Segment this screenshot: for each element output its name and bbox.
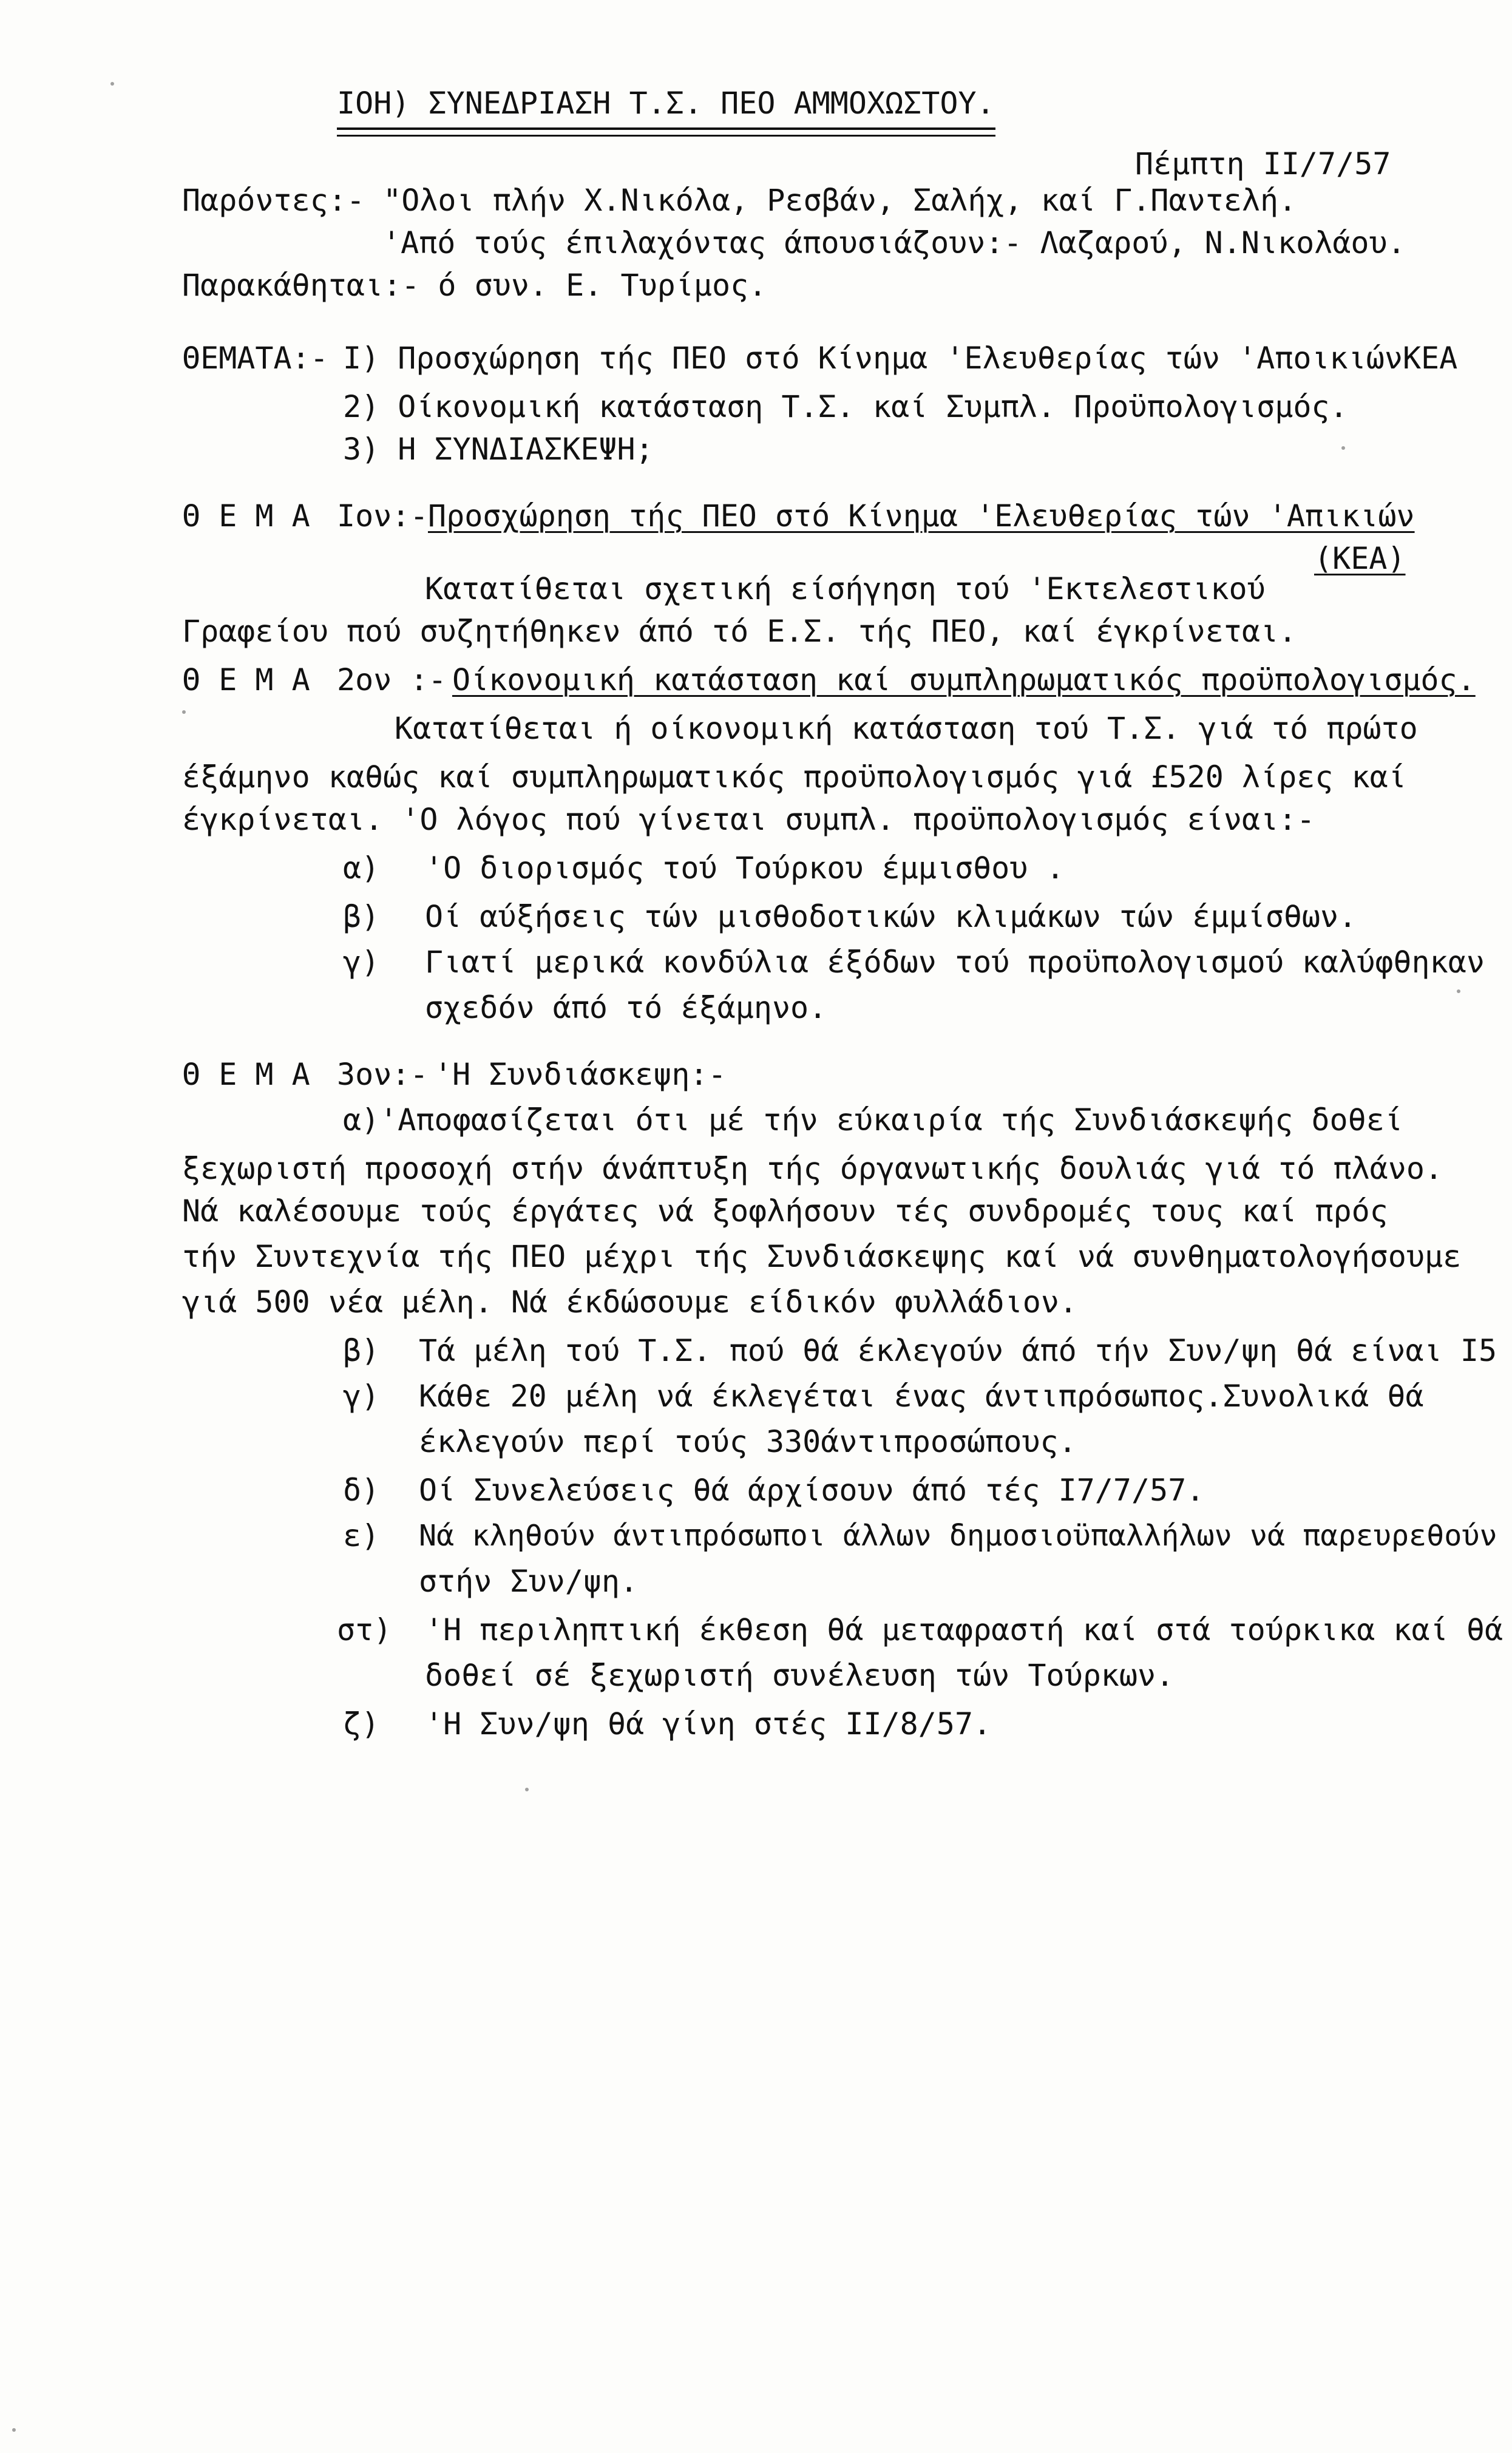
scan-speck bbox=[1341, 446, 1345, 450]
topic3-label: Θ Ε Μ Α bbox=[182, 1057, 310, 1092]
meeting-date: Πέμπτη ΙΙ/7/57 bbox=[1135, 146, 1391, 182]
agenda-item-3: 3) Η ΣΥΝΔΙΑΣΚΕΨΗ; bbox=[343, 432, 654, 467]
topic2-body-2: έξάμηνο καθώς καί συμπληρωματικός προϋπολογισμός γιά £520 λίρες καί bbox=[182, 759, 1406, 795]
topic3-point-a-5: γιά 500 νέα μέλη. Νά έκδώσουμε είδικόν φυλλάδιον. bbox=[182, 1284, 1078, 1320]
topic3-point-b-label: β) bbox=[343, 1333, 380, 1368]
topic3-point-z-text: 'Η Συν/ψη θά γίνη στές ΙΙ/8/57. bbox=[425, 1706, 992, 1742]
absent-line: 'Από τούς έπιλαχόντας άπουσιάζουν:- Λαζαρού, Ν.Νικολάου. bbox=[382, 225, 1406, 260]
topic1-body-1: Κατατίθεται σχετική είσήγηση τού 'Εκτελεστικού bbox=[425, 571, 1266, 606]
topic2-body-3: έγκρίνεται. 'Ο λόγος πού γίνεται συμπλ. προϋπολογισμός είναι:- bbox=[182, 802, 1315, 837]
title-underline bbox=[337, 127, 995, 130]
topic3-point-a-1: α)'Αποφασίζεται ότι μέ τήν εύκαιρία τής Συνδιάσκεψής δοθεί bbox=[343, 1102, 1403, 1138]
topic3-point-e-text: Νά κληθούν άντιπρόσωποι άλλων δημοσιοϋπαλλήλων νά παρευρεθούν bbox=[419, 1519, 1497, 1553]
present-line: Παρόντες:- "Ολοι πλήν Χ.Νικόλα, Ρεσβάν, Σαλήχ, καί Γ.Παντελή. bbox=[182, 183, 1297, 218]
topic3-point-c-label: γ) bbox=[343, 1379, 380, 1414]
topic3-point-c-text: Κάθε 20 μέλη νά έκλεγέται ένας άντιπρόσωπος.Συνολικά θά bbox=[419, 1379, 1424, 1414]
title-double-underline bbox=[337, 135, 995, 137]
topic1-body-2: Γραφείου πού συζητήθηκεν άπό τό Ε.Σ. τής ΠΕΟ, καί έγκρίνεται. bbox=[182, 614, 1297, 649]
topic3-point-d-label: δ) bbox=[343, 1473, 380, 1508]
topic1-heading-cont: (ΚΕΑ) bbox=[1314, 541, 1406, 576]
topic3-point-z-label: ζ) bbox=[343, 1706, 380, 1742]
agenda-label: ΘΕΜΑΤΑ:- bbox=[182, 341, 328, 376]
topic2-point-b-text: Οί αύξήσεις τών μισθοδοτικών κλιμάκων τών έμμίσθων. bbox=[425, 899, 1357, 934]
topic3-point-st-text: 'Η περιληπτική έκθεση θά μεταφραστή καί στά τούρκικα καί θά bbox=[425, 1612, 1504, 1647]
topic3-point-st-label: στ) bbox=[337, 1612, 392, 1647]
topic3-heading: 'Η Συνδιάσκεψη:- bbox=[434, 1057, 727, 1092]
scan-speck bbox=[1457, 989, 1460, 993]
topic2-label: Θ Ε Μ Α bbox=[182, 662, 310, 697]
topic2-body-1: Κατατίθεται ή οίκονομική κατάσταση τού Τ.Σ. γιά τό πρώτο bbox=[395, 711, 1418, 746]
scan-speck bbox=[110, 82, 114, 86]
topic2-point-c-cont: σχεδόν άπό τό έξάμηνο. bbox=[425, 990, 827, 1025]
topic3-point-c-cont: έκλεγούν περί τούς 330άντιπροσώπους. bbox=[419, 1424, 1077, 1459]
topic2-number: 2ον :- bbox=[337, 662, 447, 697]
topic3-point-e-label: ε) bbox=[343, 1518, 380, 1553]
topic3-point-b-text: Τά μέλη τού Τ.Σ. πού θά έκλεγούν άπό τήν Συν/ψη θά είναι Ι5 bbox=[419, 1333, 1497, 1368]
topic2-point-a-text: 'Ο διορισμός τού Τούρκου έμμισθου . bbox=[425, 850, 1065, 886]
document-title: ΙΟΗ) ΣΥΝΕΔΡΙΑΣΗ Τ.Σ. ΠΕΟ ΑΜΜΟΧΩΣΤΟΥ. bbox=[337, 86, 995, 121]
topic3-point-a-2: ξεχωριστή προσοχή στήν άνάπτυξη τής όργανωτικής δουλιάς γιά τό πλάνο. bbox=[182, 1151, 1443, 1186]
observers-line: Παρακάθηται:- ό συν. Ε. Τυρίμος. bbox=[182, 268, 767, 303]
agenda-item-1: Ι) Προσχώρηση τής ΠΕΟ στό Κίνημα 'Ελευθερίας τών 'ΑποικιώνΚΕΑ bbox=[343, 341, 1458, 376]
topic3-point-a-4: τήν Συντεχνία τής ΠΕΟ μέχρι τής Συνδιάσκεψης καί νά συνθηματολογήσουμε bbox=[182, 1239, 1462, 1274]
topic3-number: 3ον:- bbox=[337, 1057, 429, 1092]
topic3-point-st-cont: δοθεί σέ ξεχωριστή συνέλευση τών Τούρκων. bbox=[425, 1658, 1175, 1693]
topic2-point-b-label: β) bbox=[343, 899, 380, 934]
topic1-number: Ιον:- bbox=[337, 498, 429, 534]
topic2-point-a-label: α) bbox=[343, 850, 380, 886]
topic2-heading: Οίκονομική κατάσταση καί συμπληρωματικός προϋπολογισμός. bbox=[452, 662, 1476, 697]
scan-speck bbox=[12, 2428, 16, 2432]
agenda-item-2: 2) Οίκονομική κατάσταση Τ.Σ. καί Συμπλ. Προϋπολογισμός. bbox=[343, 389, 1348, 424]
topic2-point-c-text: Γιατί μερικά κονδύλια έξόδων τού προϋπολογισμού καλύφθηκαν bbox=[425, 945, 1485, 980]
topic3-point-d-text: Οί Συνελεύσεις θά άρχίσουν άπό τές Ι7/7/57. bbox=[419, 1473, 1205, 1508]
topic1-heading: Προσχώρηση τής ΠΕΟ στό Κίνημα 'Ελευθερίας τών 'Απικιών bbox=[428, 498, 1415, 534]
topic3-point-a-3: Νά καλέσουμε τούς έργάτες νά ξοφλήσουν τές συνδρομές τους καί πρός bbox=[182, 1193, 1388, 1229]
topic3-point-e-cont: στήν Συν/ψη. bbox=[419, 1564, 639, 1599]
scan-speck bbox=[182, 710, 186, 714]
scan-speck bbox=[525, 1788, 529, 1791]
topic1-label: Θ Ε Μ Α bbox=[182, 498, 310, 534]
topic2-point-c-label: γ) bbox=[343, 945, 380, 980]
